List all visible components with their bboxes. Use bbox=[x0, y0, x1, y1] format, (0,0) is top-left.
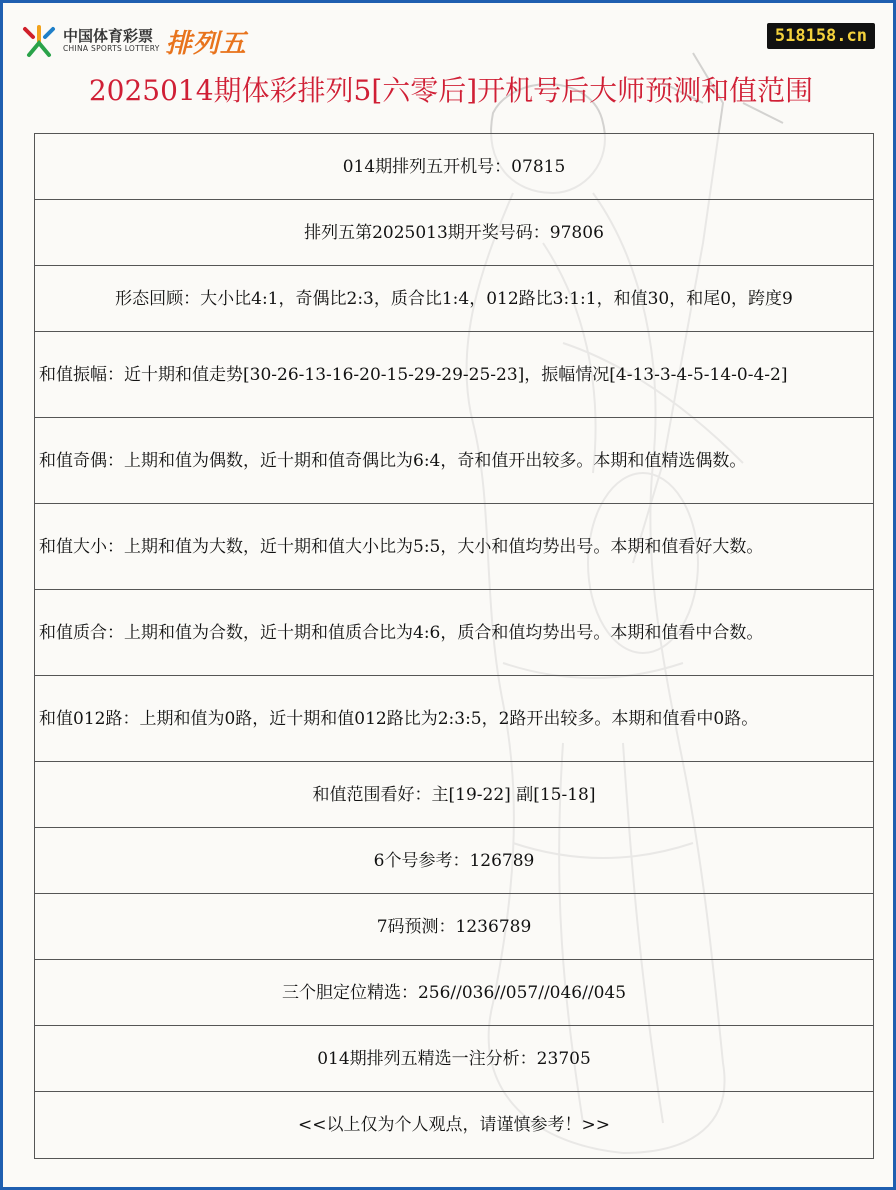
table-row bbox=[35, 418, 873, 504]
logo-en-text: CHINA SPORTS LOTTERY bbox=[63, 44, 160, 53]
table-row bbox=[35, 590, 873, 676]
table-row bbox=[35, 134, 873, 200]
row-text: 和值振幅：近十期和值走势[30-26-13-16-20-15-29-29-25-23]，振幅情况[4-13-3-4-5-14-0-4-2] bbox=[39, 364, 788, 385]
row-text: 三个胆定位精选：256//036//057//046//045 bbox=[281, 982, 627, 1003]
china-sports-lottery-logo-icon bbox=[21, 23, 57, 59]
row-text: 和值质合：上期和值为合数，近十期和值质合比为4:6，质合和值均势出号。本期和值看中合数。 bbox=[39, 622, 764, 643]
table-row bbox=[35, 960, 873, 1026]
row-text: 014期排列五开机号：07815 bbox=[342, 156, 566, 177]
row-text: 7码预测：1236789 bbox=[376, 916, 532, 937]
row-text: 形态回顾：大小比4:1，奇偶比2:3，质合比1:4，012路比3:1:1，和值30，和尾0，跨度9 bbox=[115, 288, 793, 309]
table-row bbox=[35, 1026, 873, 1092]
table-row bbox=[35, 504, 873, 590]
row-text: 和值奇偶：上期和值为偶数，近十期和值奇偶比为6:4，奇和值开出较多。本期和值精选偶数。 bbox=[39, 450, 747, 471]
table-row bbox=[35, 828, 873, 894]
page-title: 2025014期体彩排列5[六零后]开机号后大师预测和值范围 bbox=[88, 74, 814, 107]
table-row bbox=[35, 1092, 873, 1158]
table-row bbox=[35, 894, 873, 960]
row-text: 排列五第2025013期开奖号码：97806 bbox=[304, 222, 604, 243]
table-row bbox=[35, 762, 873, 828]
row-text: 和值012路：上期和值为0路，近十期和值012路比为2:3:5，2路开出较多。本期和值看中0路。 bbox=[39, 708, 759, 729]
prediction-table bbox=[34, 133, 874, 1159]
table-row bbox=[35, 332, 873, 418]
row-text: <<以上仅为个人观点，请谨慎参考！>> bbox=[298, 1115, 610, 1135]
row-text: 6个号参考：126789 bbox=[373, 850, 535, 871]
brand-name: 排列五 bbox=[165, 28, 247, 59]
row-text: 014期排列五精选一注分析：23705 bbox=[317, 1048, 591, 1069]
row-text: 和值大小：上期和值为大数，近十期和值大小比为5:5，大小和值均势出号。本期和值看好大数。 bbox=[39, 536, 764, 557]
lottery-logo bbox=[21, 21, 247, 61]
row-text: 和值范围看好：主[19-22] 副[15-18] bbox=[312, 784, 596, 805]
table-row bbox=[35, 200, 873, 266]
logo-text bbox=[63, 28, 160, 54]
logo-cn-text: 中国体育彩票 bbox=[63, 27, 154, 45]
table-row bbox=[35, 676, 873, 762]
table-row bbox=[35, 266, 873, 332]
site-badge[interactable]: 518158.cn bbox=[767, 23, 875, 49]
